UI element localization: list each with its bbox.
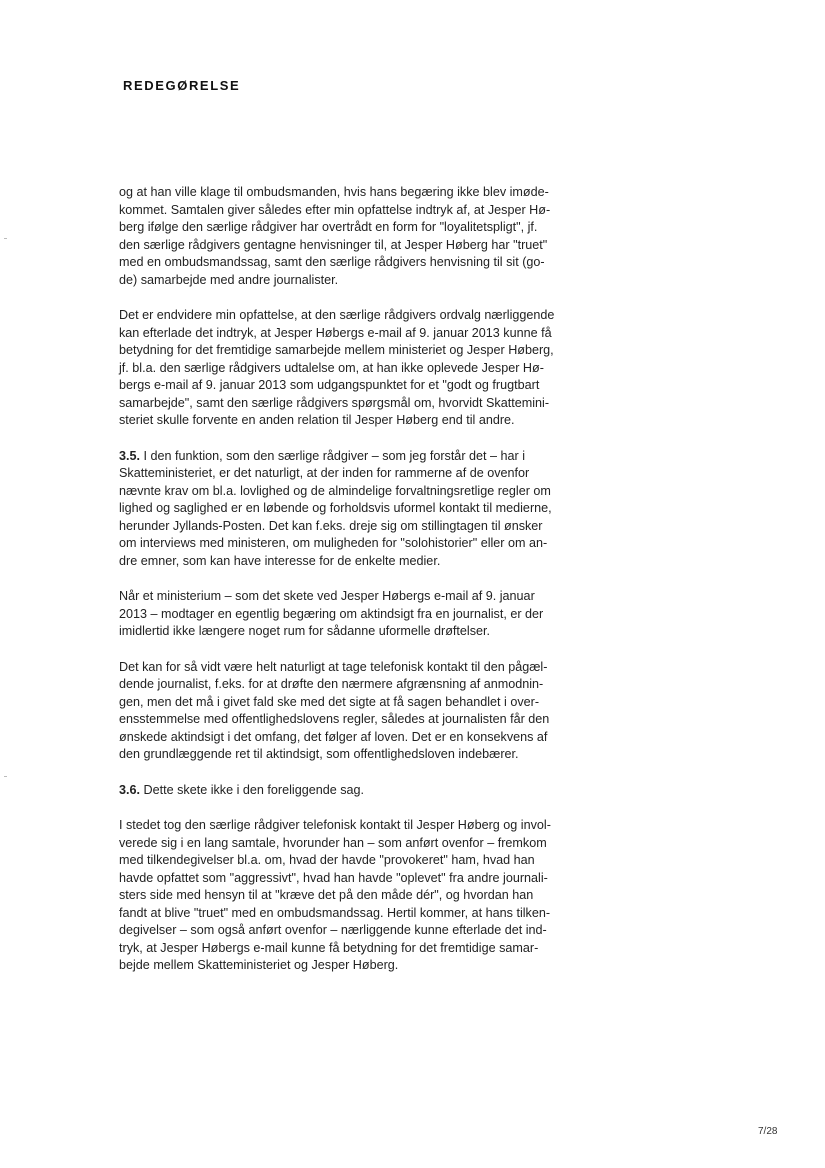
line-text: imidlertid ikke længere noget rum for sådanne uformelle drøftelser. — [119, 624, 490, 638]
line-text: dre emner, som kan have interesse for de enkelte medier. — [119, 553, 441, 568]
line-text: samarbejde", samt den særlige rådgivers spørgsmål om, hvorvidt Skattemini- — [119, 395, 550, 410]
text-line — [119, 377, 591, 395]
text-line — [119, 746, 591, 764]
document-body — [119, 184, 591, 993]
section-number: 3.5. — [119, 448, 141, 463]
paragraph — [119, 588, 591, 641]
paragraph — [119, 448, 591, 571]
text-line — [119, 782, 591, 800]
paragraph — [119, 817, 591, 975]
text-line — [119, 184, 591, 202]
text-line — [119, 237, 591, 255]
paragraph — [119, 184, 591, 289]
line-text: steriet skulle forvente en anden relation til Jesper Høberg end til andre. — [119, 413, 515, 427]
text-line — [119, 395, 591, 413]
text-line — [119, 870, 591, 888]
line-text: lighed og saglighed er en løbende og forholdsvis uformel kontakt til medierne, — [119, 501, 552, 515]
line-text: med en ombudsmandssag, samt den særlige rådgivers henvisning til sit (go- — [119, 255, 545, 269]
scan-mark — [4, 238, 7, 239]
line-text: herunder Jyllands-Posten. Det kan f.eks. dreje sig om stillingtagen til ønsker — [119, 518, 543, 533]
line-text: Skatteministeriet, er det naturligt, at der inden for rammerne af de ovenfor — [119, 466, 530, 480]
line-text: tryk, at Jesper Høbergs e-mail kunne få betydning for det fremtidige samar- — [119, 940, 539, 955]
line-text: bergs e-mail af 9. januar 2013 som udgangspunktet for et "godt og frugtbart — [119, 378, 540, 392]
line-text: kan efterlade det indtryk, at Jesper Høbergs e-mail af 9. januar 2013 kunne få — [119, 325, 552, 340]
text-line — [119, 553, 591, 571]
scan-mark — [4, 776, 7, 777]
text-line — [119, 500, 591, 518]
line-text: bejde mellem Skatteministeriet og Jesper Høberg. — [119, 958, 399, 972]
text-line — [119, 729, 591, 747]
text-line — [119, 694, 591, 712]
line-text: om interviews med ministeren, om muligheden for "solohistorier" eller om an- — [119, 536, 548, 550]
text-line — [119, 465, 591, 483]
text-line — [119, 272, 591, 290]
line-text: den grundlæggende ret til aktindsigt, som offentlighedsloven indebærer. — [119, 747, 519, 761]
line-text: Det kan for så vidt være helt naturligt at tage telefonisk kontakt til den pågæl- — [119, 659, 548, 674]
line-text: ønskede aktindsigt i det omfang, det følger af loven. Det er en konsekvens af — [119, 729, 548, 744]
line-text: nævnte krav om bl.a. lovlighed og de almindelige forvaltningsretlige regler om — [119, 483, 551, 498]
text-line — [119, 887, 591, 905]
line-text: de) samarbejde med andre journalister. — [119, 272, 339, 287]
line-text: havde opfattet som "aggressivt", hvad han havde "oplevet" fra andre journali- — [119, 870, 548, 885]
line-text: betydning for det fremtidige samarbejde mellem ministeriet og Jesper Høberg, — [119, 343, 554, 357]
line-text: sters side med hensyn til at "kræve det på den måde dér", og hvordan han — [119, 888, 534, 902]
text-line — [119, 483, 591, 501]
text-line — [119, 676, 591, 694]
paragraph — [119, 782, 591, 800]
text-line — [119, 711, 591, 729]
text-line — [119, 202, 591, 220]
text-line — [119, 307, 591, 325]
text-line — [119, 254, 591, 272]
paragraph — [119, 659, 591, 764]
line-text: den særlige rådgivers gentagne henvisninger til, at Jesper Høberg har "truet" — [119, 237, 548, 252]
line-text: Det er endvidere min opfattelse, at den særlige rådgivers ordvalg nærliggende — [119, 308, 555, 322]
text-line — [119, 940, 591, 958]
line-text: med tilkendegivelser bl.a. om, hvad der havde "provokeret" ham, hvad han — [119, 853, 535, 867]
text-line — [119, 448, 591, 466]
text-line — [119, 659, 591, 677]
line-text: gen, men det må i givet fald ske med det sigte at få sagen behandlet i over- — [119, 694, 540, 709]
line-text: fandt at blive "truet" med en ombudsmandssag. Hertil kommer, at hans tilken- — [119, 905, 551, 920]
text-line — [119, 623, 591, 641]
text-line — [119, 606, 591, 624]
line-text: kommet. Samtalen giver således efter min opfattelse indtryk af, at Jesper Hø- — [119, 202, 551, 217]
line-text: I stedet tog den særlige rådgiver telefonisk kontakt til Jesper Høberg og invol- — [119, 818, 551, 832]
line-text: berg ifølge den særlige rådgiver har overtrådt en form for "loyalitetspligt", jf. — [119, 220, 538, 234]
line-text: jf. bl.a. den særlige rådgivers udtalelse om, at han ikke oplevede Jesper Hø- — [119, 360, 544, 375]
page-header-title: REDEGØRELSE — [123, 78, 241, 93]
paragraph — [119, 307, 591, 430]
text-line — [119, 219, 591, 237]
text-line — [119, 360, 591, 378]
line-text: ensstemmelse med offentlighedslovens regler, således at journalisten får den — [119, 712, 550, 726]
line-text: Når et ministerium – som det skete ved Jesper Høbergs e-mail af 9. januar — [119, 589, 535, 603]
line-text: dende journalist, f.eks. for at drøfte den nærmere afgrænsning af anmodnin- — [119, 677, 544, 691]
line-text: verede sig i en lang samtale, hvorunder han – som anført ovenfor – fremkom — [119, 835, 547, 850]
text-line — [119, 342, 591, 360]
text-line — [119, 817, 591, 835]
section-number: 3.6. — [119, 782, 141, 797]
text-line — [119, 325, 591, 343]
text-line — [119, 518, 591, 536]
line-text: degivelser – som også anført ovenfor – nærliggende kunne efterlade det ind- — [119, 923, 547, 937]
line-text: I den funktion, som den særlige rådgiver – som jeg forstår det – har i — [140, 448, 526, 463]
text-line — [119, 957, 591, 975]
text-line — [119, 412, 591, 430]
text-line — [119, 588, 591, 606]
text-line — [119, 922, 591, 940]
text-line — [119, 852, 591, 870]
text-line — [119, 835, 591, 853]
text-line — [119, 905, 591, 923]
page-number: 7/28 — [758, 1126, 778, 1137]
line-text: og at han ville klage til ombudsmanden, hvis hans begæring ikke blev imøde- — [119, 185, 549, 199]
line-text: 2013 – modtager en egentlig begæring om aktindsigt fra en journalist, er der — [119, 606, 544, 621]
text-line — [119, 535, 591, 553]
line-text: Dette skete ikke i den foreliggende sag. — [140, 782, 365, 797]
